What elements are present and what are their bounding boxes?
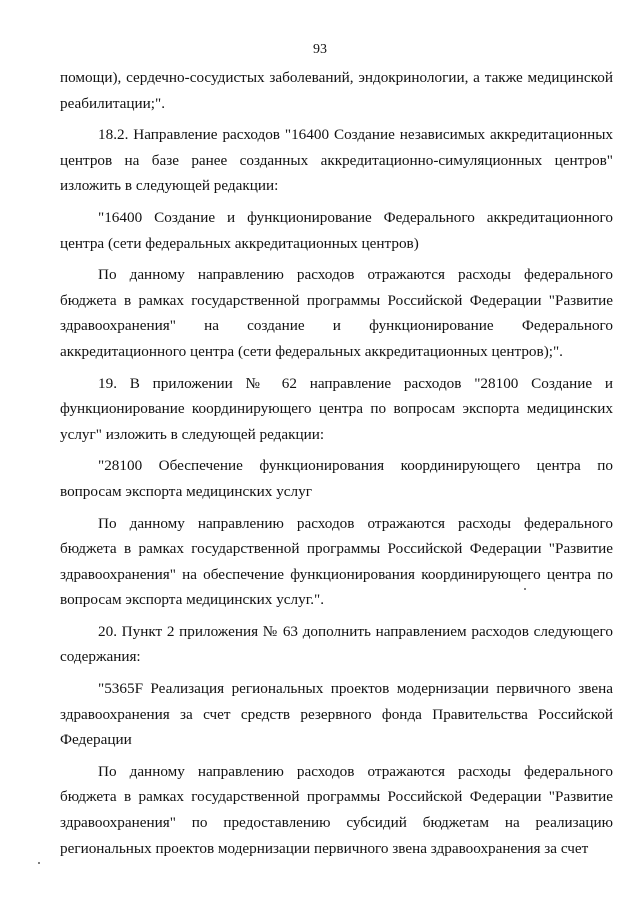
- paragraph-item-18-2: 18.2. Направление расходов "16400 Создание независимых аккредитационных центров на базе ранее созданных аккредитационно-симуляционных центров" изложить в следующей редакции:: [60, 126, 613, 195]
- paragraph-28100-title: "28100 Обеспечение функционирования координирующего центра по вопросам экспорта медицинских услуг: [60, 457, 613, 500]
- paragraph-16400-title: "16400 Создание и функционирование Федерального аккредитационного центра (сети федеральных аккредитационных центров): [60, 208, 613, 252]
- paragraph-5365f-title: "5365F Реализация региональных проектов модернизации первичного звена здравоохранения за счет средств резервного фонда Правительства Российской Федерации: [60, 680, 613, 749]
- paragraph-item-20: 20. Пункт 2 приложения № 63 дополнить направлением расходов следующего содержания:: [60, 622, 613, 666]
- scan-speck: [524, 588, 526, 590]
- page-number: 93: [313, 42, 327, 57]
- paragraph-16400-description: По данному направлению расходов отражаются расходы федерального бюджета в рамках государственной программы Российской Федерации "Развитие здравоохранения" на создание и функционирование Федерального аккредитационного центра (сети федеральных аккредитационных центров);".: [60, 266, 613, 360]
- paragraph-28100-description: По данному направлению расходов отражаются расходы федерального бюджета в рамках государственной программы Российской Федерации "Развитие здравоохранения" на обеспечение функционирования координирующего центра по вопросам экспорта медицинских услуг.".: [60, 514, 613, 609]
- scan-speck: [38, 862, 40, 864]
- paragraph-item-19: 19. В приложении № 62 направление расходов "28100 Создание и функционирование координирующего центра по вопросам экспорта медицинских услуг" изложить в следующей редакции:: [60, 374, 613, 443]
- document-body: [60, 65, 613, 861]
- paragraph-5365f-description: По данному направлению расходов отражаются расходы федерального бюджета в рамках государственной программы Российской Федерации "Развитие здравоохранения" по предоставлению субсидий бюджетам на реализацию региональных проектов модернизации первичного звена здравоохранения за счет: [60, 762, 613, 857]
- paragraph-continuation: помощи), сердечно-сосудистых заболеваний, эндокринологии, а также медицинской реабилитации;".: [60, 69, 613, 112]
